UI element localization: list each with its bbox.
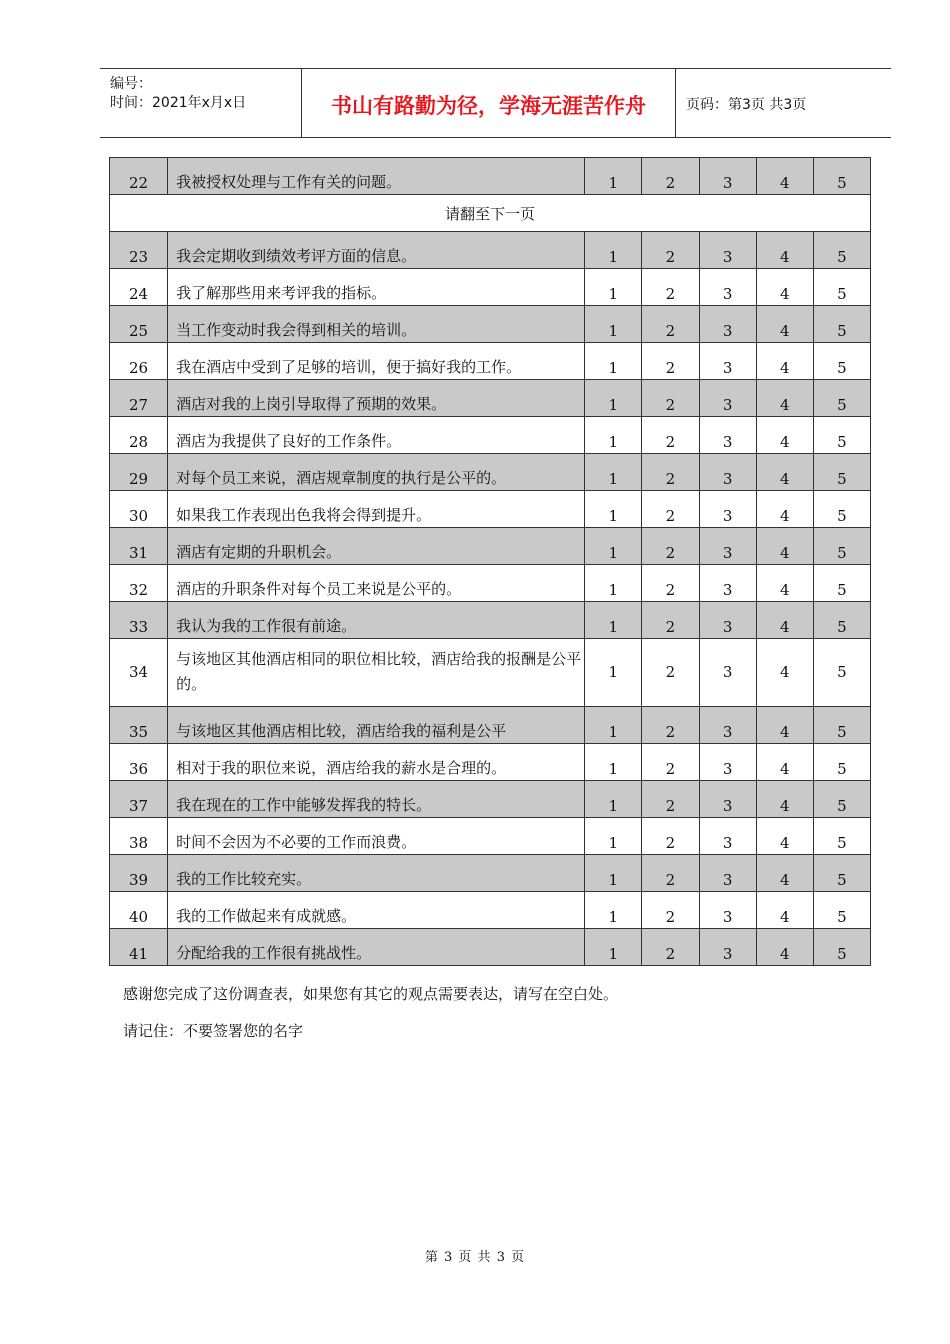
row-question: 酒店的升职条件对每个员工来说是公平的。 [168,565,585,602]
rating-option-2[interactable]: 2 [642,491,699,528]
row-number: 36 [110,744,168,781]
rating-option-1[interactable]: 1 [585,744,642,781]
row-question: 分配给我的工作很有挑战性。 [168,929,585,966]
rating-option-1[interactable]: 1 [585,565,642,602]
rating-option-4[interactable]: 4 [756,417,813,454]
row-question: 我认为我的工作很有前途。 [168,602,585,639]
row-question: 我会定期收到绩效考评方面的信息。 [168,232,585,269]
rating-option-2[interactable]: 2 [642,707,699,744]
rating-option-1[interactable]: 1 [585,707,642,744]
rating-option-2[interactable]: 2 [642,417,699,454]
rating-option-5[interactable]: 5 [813,892,870,929]
rating-option-4[interactable]: 4 [756,380,813,417]
rating-option-2[interactable]: 2 [642,306,699,343]
row-number: 35 [110,707,168,744]
rating-option-2[interactable]: 2 [642,158,699,195]
rating-option-4[interactable]: 4 [756,781,813,818]
rating-option-3[interactable]: 3 [699,528,756,565]
rating-option-4[interactable]: 4 [756,454,813,491]
rating-option-1[interactable]: 1 [585,639,642,707]
row-question: 我被授权处理与工作有关的问题。 [168,158,585,195]
rating-option-1[interactable]: 1 [585,454,642,491]
rating-option-4[interactable]: 4 [756,269,813,306]
rating-option-2[interactable]: 2 [642,565,699,602]
row-number: 33 [110,602,168,639]
rating-option-3[interactable]: 3 [699,454,756,491]
row-number: 28 [110,417,168,454]
rating-option-1[interactable]: 1 [585,818,642,855]
row-number: 34 [110,639,168,707]
row-question: 时间不会因为不必要的工作而浪费。 [168,818,585,855]
number-label: 编号： [110,76,152,92]
survey-table-body [110,158,871,966]
row-number: 24 [110,269,168,306]
rating-option-1[interactable]: 1 [585,781,642,818]
rating-option-2[interactable]: 2 [642,602,699,639]
rating-option-3[interactable]: 3 [699,306,756,343]
rating-option-2[interactable]: 2 [642,454,699,491]
rating-option-5[interactable]: 5 [813,528,870,565]
row-number: 30 [110,491,168,528]
rating-option-5[interactable]: 5 [813,306,870,343]
rating-option-1[interactable]: 1 [585,602,642,639]
row-question: 酒店对我的上岗引导取得了预期的效果。 [168,380,585,417]
page-turn-note-row [110,195,871,232]
table-row [110,454,871,491]
rating-option-4[interactable]: 4 [756,639,813,707]
rating-option-5[interactable]: 5 [813,343,870,380]
header-motto: 书山有路勤为径，学海无涯苦作舟 [302,69,676,137]
rating-option-2[interactable]: 2 [642,343,699,380]
table-row [110,707,871,744]
time-label: 时间：2021年x月x日 [110,95,247,111]
rating-option-4[interactable]: 4 [756,929,813,966]
row-question: 我在酒店中受到了足够的培训，便于搞好我的工作。 [168,343,585,380]
row-question: 我在现在的工作中能够发挥我的特长。 [168,781,585,818]
rating-option-5[interactable]: 5 [813,491,870,528]
rating-option-4[interactable]: 4 [756,491,813,528]
rating-option-5[interactable]: 5 [813,565,870,602]
table-row [110,818,871,855]
rating-option-3[interactable]: 3 [699,744,756,781]
rating-option-5[interactable]: 5 [813,639,870,707]
table-row [110,306,871,343]
rating-option-3[interactable]: 3 [699,892,756,929]
row-question: 我的工作做起来有成就感。 [168,892,585,929]
rating-option-1[interactable]: 1 [585,855,642,892]
row-question: 当工作变动时我会得到相关的培训。 [168,306,585,343]
rating-option-3[interactable]: 3 [699,380,756,417]
rating-option-3[interactable]: 3 [699,639,756,707]
rating-option-2[interactable]: 2 [642,892,699,929]
rating-option-3[interactable]: 3 [699,602,756,639]
table-row [110,744,871,781]
table-row [110,343,871,380]
table-row [110,158,871,195]
rating-option-4[interactable]: 4 [756,306,813,343]
rating-option-3[interactable]: 3 [699,781,756,818]
row-number: 39 [110,855,168,892]
rating-option-2[interactable]: 2 [642,528,699,565]
rating-option-4[interactable]: 4 [756,232,813,269]
rating-option-3[interactable]: 3 [699,818,756,855]
rating-option-5[interactable]: 5 [813,602,870,639]
rating-option-2[interactable]: 2 [642,818,699,855]
rating-option-1[interactable]: 1 [585,269,642,306]
rating-option-1[interactable]: 1 [585,929,642,966]
rating-option-4[interactable]: 4 [756,565,813,602]
rating-option-5[interactable]: 5 [813,744,870,781]
table-row [110,528,871,565]
rating-option-2[interactable]: 2 [642,855,699,892]
rating-option-5[interactable]: 5 [813,781,870,818]
rating-option-1[interactable]: 1 [585,158,642,195]
rating-option-2[interactable]: 2 [642,232,699,269]
row-question: 酒店为我提供了良好的工作条件。 [168,417,585,454]
row-number: 26 [110,343,168,380]
rating-option-4[interactable]: 4 [756,343,813,380]
header-page-info: 页码：第3页 共3页 [686,97,807,113]
rating-option-1[interactable]: 1 [585,232,642,269]
rating-option-1[interactable]: 1 [585,343,642,380]
rating-option-3[interactable]: 3 [699,343,756,380]
rating-option-4[interactable]: 4 [756,855,813,892]
rating-option-1[interactable]: 1 [585,528,642,565]
closing-thanks: 感谢您完成了这份调查表，如果您有其它的观点需要表达，请写在空白处。 [123,985,619,1003]
rating-option-2[interactable]: 2 [642,744,699,781]
row-number: 32 [110,565,168,602]
rating-option-4[interactable]: 4 [756,707,813,744]
row-number: 37 [110,781,168,818]
rating-option-3[interactable]: 3 [699,707,756,744]
rating-option-5[interactable]: 5 [813,818,870,855]
table-row [110,269,871,306]
table-row [110,781,871,818]
rating-option-5[interactable]: 5 [813,707,870,744]
rating-option-1[interactable]: 1 [585,380,642,417]
table-row [110,380,871,417]
rating-option-2[interactable]: 2 [642,380,699,417]
rating-option-3[interactable]: 3 [699,417,756,454]
rating-option-3[interactable]: 3 [699,855,756,892]
rating-option-4[interactable]: 4 [756,818,813,855]
rating-option-4[interactable]: 4 [756,158,813,195]
rating-option-3[interactable]: 3 [699,158,756,195]
page-header [100,68,891,138]
table-row [110,232,871,269]
row-number: 22 [110,158,168,195]
rating-option-5[interactable]: 5 [813,454,870,491]
rating-option-4[interactable]: 4 [756,602,813,639]
rating-option-5[interactable]: 5 [813,269,870,306]
rating-option-3[interactable]: 3 [699,269,756,306]
row-question: 与该地区其他酒店相比较，酒店给我的福利是公平 [168,707,585,744]
table-row [110,602,871,639]
rating-option-2[interactable]: 2 [642,929,699,966]
row-number: 40 [110,892,168,929]
rating-option-4[interactable]: 4 [756,892,813,929]
rating-option-2[interactable]: 2 [642,639,699,707]
rating-option-5[interactable]: 5 [813,380,870,417]
rating-option-3[interactable]: 3 [699,491,756,528]
rating-option-5[interactable]: 5 [813,417,870,454]
row-question: 相对于我的职位来说，酒店给我的薪水是合理的。 [168,744,585,781]
rating-option-3[interactable]: 3 [699,232,756,269]
table-row [110,855,871,892]
row-number: 27 [110,380,168,417]
row-number: 25 [110,306,168,343]
rating-option-4[interactable]: 4 [756,744,813,781]
row-question: 我的工作比较充实。 [168,855,585,892]
rating-option-3[interactable]: 3 [699,929,756,966]
header-meta [100,69,302,137]
row-question: 与该地区其他酒店相同的职位相比较，酒店给我的报酬是公平的。 [168,639,585,707]
table-row [110,417,871,454]
table-row [110,929,871,966]
row-number: 29 [110,454,168,491]
row-question: 酒店有定期的升职机会。 [168,528,585,565]
rating-option-1[interactable]: 1 [585,417,642,454]
table-row [110,565,871,602]
rating-option-1[interactable]: 1 [585,306,642,343]
table-row [110,892,871,929]
survey-table [109,157,871,966]
rating-option-3[interactable]: 3 [699,565,756,602]
table-row [110,639,871,707]
row-number: 38 [110,818,168,855]
rating-option-2[interactable]: 2 [642,781,699,818]
rating-option-1[interactable]: 1 [585,491,642,528]
rating-option-4[interactable]: 4 [756,528,813,565]
row-question: 对每个员工来说，酒店规章制度的执行是公平的。 [168,454,585,491]
row-question: 如果我工作表现出色我将会得到提升。 [168,491,585,528]
rating-option-5[interactable]: 5 [813,158,870,195]
page-turn-note: 请翻至下一页 [110,195,871,232]
closing-reminder: 请记住：不要签署您的名字 [123,1022,304,1040]
row-number: 31 [110,528,168,565]
page-footer: 第 3 页 共 3 页 [424,1250,526,1265]
row-number: 23 [110,232,168,269]
rating-option-2[interactable]: 2 [642,269,699,306]
rating-option-5[interactable]: 5 [813,855,870,892]
table-row [110,491,871,528]
rating-option-1[interactable]: 1 [585,892,642,929]
row-number: 41 [110,929,168,966]
rating-option-5[interactable]: 5 [813,232,870,269]
rating-option-5[interactable]: 5 [813,929,870,966]
row-question: 我了解那些用来考评我的指标。 [168,269,585,306]
